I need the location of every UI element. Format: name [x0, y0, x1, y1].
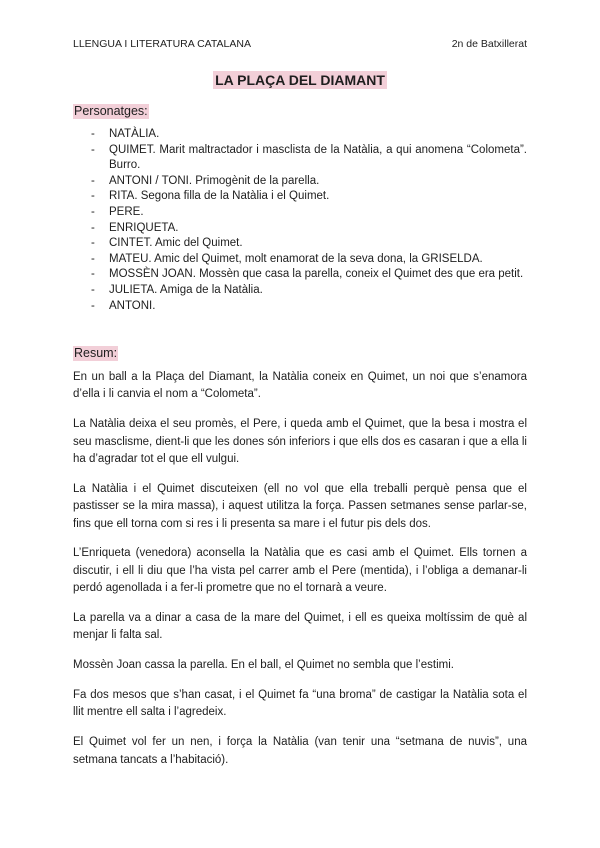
character-text: JULIETA. Amiga de la Natàlia. — [109, 283, 263, 296]
character-item — [73, 174, 527, 190]
character-item — [73, 143, 527, 174]
character-item — [73, 283, 527, 299]
summary-paragraph: En un ball a la Plaça del Diamant, la Natàlia coneix en Quimet, un noi que s’enamora d’ella i li canvia el nom a “Colometa”. — [73, 371, 527, 401]
bullet-dash: - — [91, 174, 95, 187]
bullet-dash: - — [91, 221, 95, 234]
bullet-dash: - — [91, 252, 95, 265]
characters-list — [73, 127, 527, 314]
character-item — [73, 189, 527, 205]
summary-paragraph: La parella va a dinar a casa de la mare del Quimet, i ell es queixa moltíssim de què al menjar li falta sal. — [73, 612, 527, 642]
header-course: 2n de Batxillerat — [451, 38, 527, 50]
characters-heading: Personatges: — [74, 104, 148, 118]
summary-heading: Resum: — [74, 346, 118, 360]
header-subject: LLENGUA I LITERATURA CATALANA — [73, 38, 251, 50]
document-title: LA PLAÇA DEL DIAMANT — [215, 72, 385, 88]
character-item — [73, 252, 527, 268]
summary-paragraph: El Quimet vol fer un nen, i força la Natàlia (van tenir una “setmana de nuvis”, una setmana tancats a l’habitació). — [73, 736, 527, 766]
bullet-dash: - — [91, 190, 95, 203]
character-text: PERE. — [109, 205, 144, 218]
document-page — [73, 0, 527, 848]
character-item — [73, 299, 527, 315]
character-text: ENRIQUETA. — [109, 221, 179, 234]
character-item — [73, 267, 527, 283]
character-item — [73, 205, 527, 221]
bullet-dash: - — [91, 205, 95, 218]
summary-paragraph: Fa dos mesos que s’han casat, i el Quimet fa “una broma” de castigar la Natàlia sota el llit mentre ell salta i l’agredeix. — [73, 689, 527, 719]
bullet-dash: - — [91, 299, 95, 312]
summary-paragraph: Mossèn Joan cassa la parella. En el ball, el Quimet no sembla que l’estimi. — [73, 659, 454, 672]
summary-section — [73, 369, 527, 781]
character-text: MOSSÈN JOAN. Mossèn que casa la parella, coneix el Quimet des que era petit. — [109, 268, 524, 281]
summary-paragraph: La Natàlia deixa el seu promès, el Pere, i queda amb el Quimet, que la besa i mostra el seu masclisme, dient-li que les dones són inferiors i que ells dos es casaran i que a ella li ha d’agradar tot el que ell vulgui. — [73, 418, 527, 466]
character-item — [73, 127, 527, 143]
character-text: CINTET. Amic del Quimet. — [109, 237, 243, 250]
character-text: MATEU. Amic del Quimet, molt enamorat de la seva dona, la GRISELDA. — [109, 252, 483, 265]
character-text: ANTONI / TONI. Primogènit de la parella. — [109, 174, 320, 187]
title-wrap — [73, 71, 527, 90]
bullet-dash: - — [91, 128, 95, 140]
character-item — [73, 221, 527, 237]
character-text: QUIMET. Marit maltractador i masclista de la Natàlia, a qui anomena “Colometa”. Burro. — [109, 143, 527, 172]
summary-paragraph: La Natàlia i el Quimet discuteixen (ell no vol que ella treballi perquè pensa que el pastisser se la mira massa), i aquest utilitza la força. Passen setmanes sense parlar-se, fins que ell torna com si res i li presenta sa mare i el futur pis dels dos. — [73, 482, 527, 530]
bullet-dash: - — [91, 143, 95, 156]
character-text: NATÀLIA. — [109, 128, 160, 140]
character-text: RITA. Segona filla de la Natàlia i el Quimet. — [109, 190, 330, 203]
summary-paragraph: L’Enriqueta (venedora) aconsella la Natàlia que es casi amb el Quimet. Ells tornen a discutir, i ell li diu que l’ha vista pel carrer amb el Pere (mentida), i l’obliga a demanar-li perdó agenollada i a fer-li prometre que no el tornarà a veure. — [73, 547, 527, 595]
bullet-dash: - — [91, 237, 95, 250]
character-text: ANTONI. — [109, 299, 156, 312]
bullet-dash: - — [91, 268, 95, 281]
bullet-dash: - — [91, 283, 95, 296]
character-item — [73, 236, 527, 252]
